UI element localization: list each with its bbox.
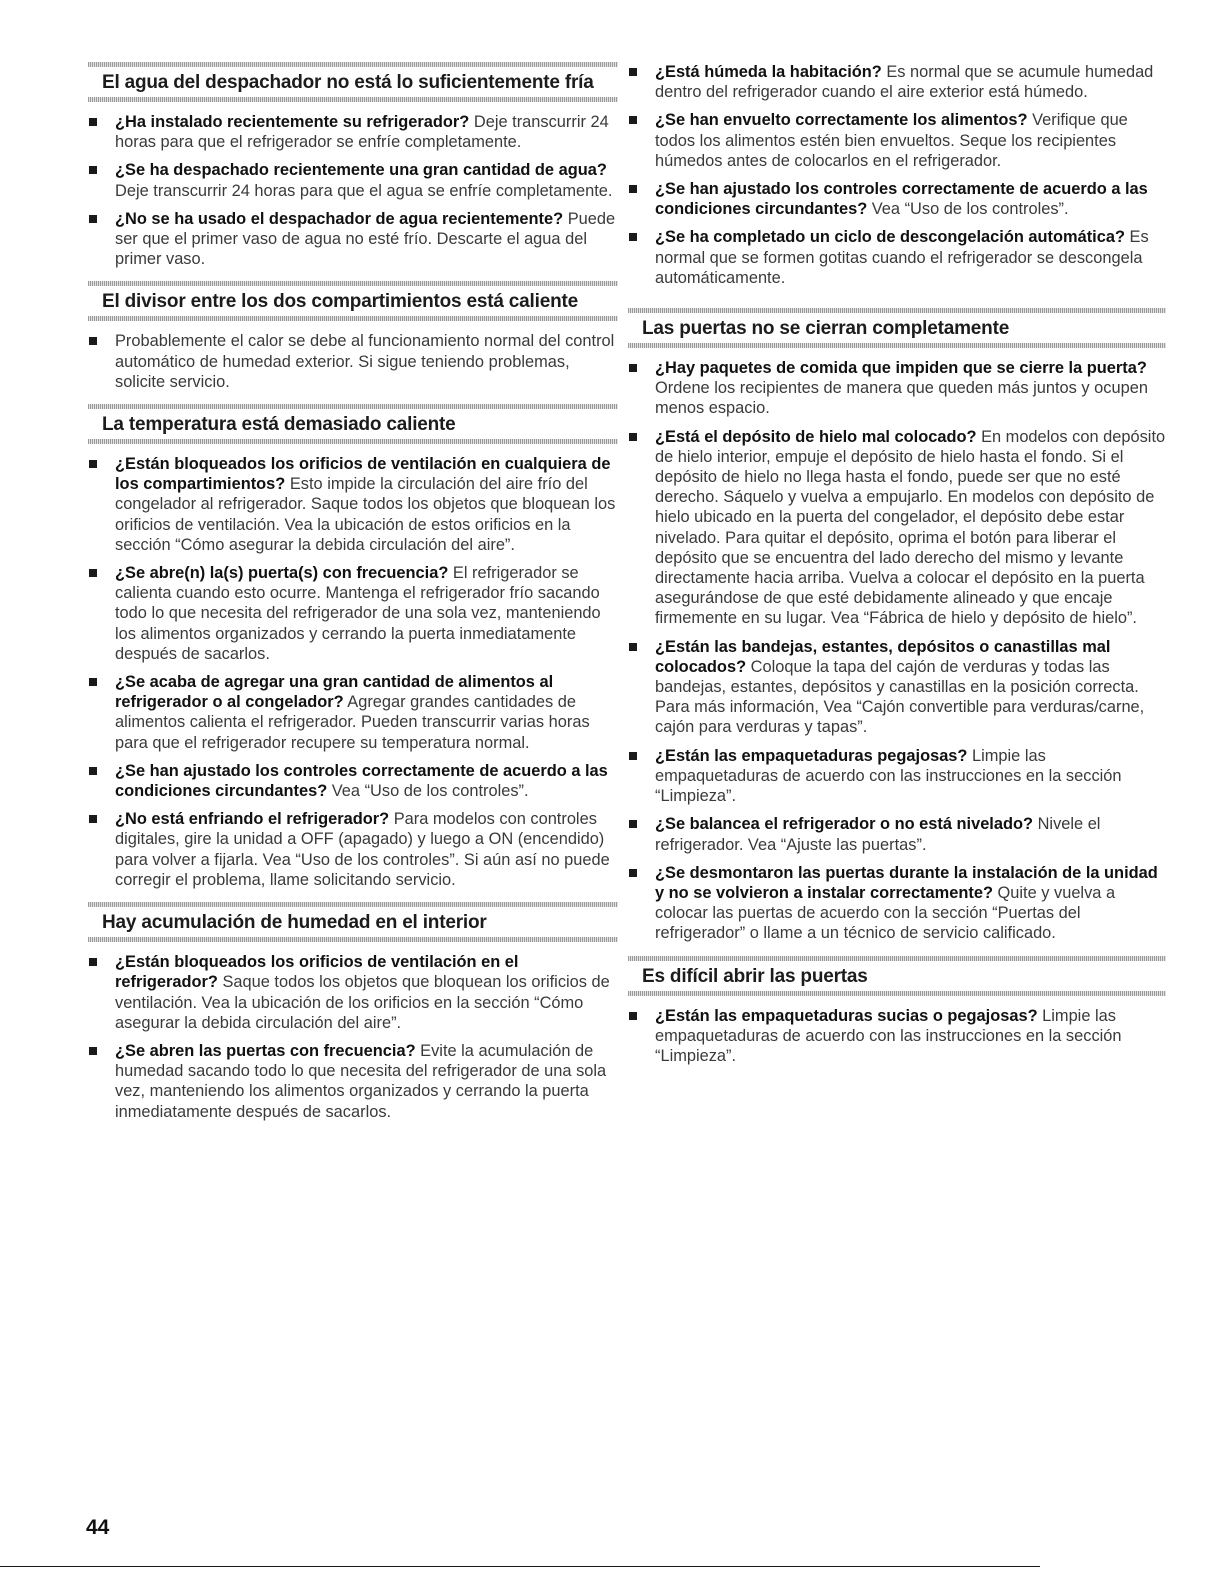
top-dotted-rule	[88, 404, 618, 409]
question-text: ¿No se ha usado el despachador de agua recientemente?	[115, 209, 564, 228]
list-item	[88, 454, 618, 555]
section-header	[88, 62, 618, 102]
bullet-icon	[629, 233, 637, 241]
question-text: ¿Hay paquetes de comida que impiden que se cierre la puerta?	[655, 359, 1147, 378]
list-item	[88, 209, 618, 270]
bullet-icon	[89, 460, 97, 468]
answer-text: Nivele el refrigerador. Vea “Ajuste las puertas”.	[655, 815, 1101, 854]
top-dotted-rule	[628, 956, 1166, 961]
item-list	[88, 952, 618, 1122]
question-text: ¿Están las bandejas, estantes, depósitos o canastillas mal colocados?	[655, 637, 1111, 676]
answer-text: Para modelos con controles digitales, gire la unidad a OFF (apagado) y luego a ON (encendido) para volver a fijarla. Vea “Uso de los controles”. Si aún así no puede corregir el problema, llame solicitando servicio.	[115, 810, 610, 889]
list-item	[628, 62, 1166, 102]
list-item	[628, 358, 1166, 419]
answer-text: El refrigerador se calienta cuando esto ocurre. Mantenga el refrigerador frío sacando todo lo que necesita del refrigerador de una sola vez, manteniendo los alimentos organizados y cerrando la puerta inmediatamente después de sacarlos.	[115, 564, 601, 663]
section-title: La temperatura está demasiado caliente	[102, 414, 456, 436]
answer-text: Es normal que se acumule humedad dentro del refrigerador cuando el aire exterior está húmedo.	[655, 63, 1154, 102]
question-text: ¿No está enfriando el refrigerador?	[115, 810, 390, 829]
list-item	[628, 814, 1166, 854]
section	[628, 956, 1166, 1067]
answer-text: Deje transcurrir 24 horas para que el refrigerador se enfríe completamente.	[115, 113, 609, 152]
question-text: ¿Están las empaquetaduras pegajosas?	[655, 746, 968, 765]
question-text: ¿Están bloqueados los orificios de ventilación en cualquiera de los compartimientos?	[115, 455, 611, 494]
list-item	[628, 110, 1166, 171]
bottom-rule	[0, 1566, 1040, 1567]
answer-text: Probablemente el calor se debe al funcionamiento normal del control automático de humedad exterior. Si sigue teniendo problemas, solicite servicio.	[115, 332, 615, 391]
bullet-icon	[89, 958, 97, 966]
answer-text: Limpie las empaquetaduras de acuerdo con las instrucciones en la sección “Limpieza”.	[655, 1006, 1122, 1065]
section-header	[628, 308, 1166, 348]
bullet-icon	[89, 767, 97, 775]
section-title: Las puertas no se cierran completamente	[642, 318, 1010, 340]
answer-text: Vea “Uso de los controles”.	[331, 782, 529, 801]
bullet-icon	[629, 364, 637, 372]
question-text: ¿Se ha completado un ciclo de descongelación automática?	[655, 228, 1125, 247]
bullet-icon	[89, 166, 97, 174]
section-title: El divisor entre los dos compartimientos está caliente	[102, 291, 578, 313]
answer-text: Ordene los recipientes de manera que queden más juntos y ocupen menos espacio.	[655, 379, 1148, 418]
list-item	[88, 563, 618, 664]
question-text: ¿Se han ajustado los controles correctamente de acuerdo a las condiciones circundantes?	[655, 180, 1148, 219]
answer-text: Puede ser que el primer vaso de agua no esté frío. Descarte el agua del primer vaso.	[115, 209, 616, 269]
bullet-icon	[629, 68, 637, 76]
question-text: ¿Se balancea el refrigerador o no está nivelado?	[655, 815, 1034, 834]
question-text: ¿Está húmeda la habitación?	[655, 63, 882, 81]
answer-text: Esto impide la circulación del aire frío del congelador al refrigerador. Saque todos los objetos que bloquean los orificios de ventilación. Vea la ubicación de estos orificios en la sección “Cómo asegurar la debida circulación del aire”.	[115, 475, 616, 554]
answer-text: Es normal que se formen gotitas cuando el refrigerador se descongela automáticamente.	[655, 228, 1149, 287]
list-item	[628, 746, 1166, 807]
bottom-dotted-rule	[88, 97, 618, 102]
bullet-icon	[629, 433, 637, 441]
section	[88, 902, 618, 1122]
list-item	[628, 227, 1166, 288]
list-item	[628, 179, 1166, 219]
item-list	[628, 358, 1166, 943]
bullet-icon	[629, 752, 637, 760]
answer-text: Vea “Uso de los controles”.	[871, 200, 1069, 219]
top-dotted-rule	[628, 308, 1166, 313]
page-number: 44	[86, 1516, 110, 1539]
bullet-icon	[89, 815, 97, 823]
bottom-dotted-rule	[88, 316, 618, 321]
answer-text: Saque todos los objetos que bloquean los orificios de ventilación. Vea la ubicación de los orificios en la sección “Cómo asegurar la debida circulación del aire”.	[115, 973, 610, 1032]
list-item	[628, 863, 1166, 944]
question-text: ¿Ha instalado recientemente su refrigerador?	[115, 113, 470, 131]
bullet-icon	[89, 569, 97, 577]
question-text: ¿Se ha despachado recientemente una gran cantidad de agua?	[115, 161, 607, 180]
bottom-dotted-rule	[628, 343, 1166, 348]
item-list	[88, 112, 618, 269]
section-title: El agua del despachador no está lo suficientemente fría	[102, 72, 594, 93]
item-list	[628, 1006, 1166, 1067]
question-text: ¿Se acaba de agregar una gran cantidad de alimentos al refrigerador o al congelador?	[115, 673, 554, 712]
question-text: ¿Se abren las puertas con frecuencia?	[115, 1041, 416, 1060]
list-item	[88, 809, 618, 890]
section-title: Hay acumulación de humedad en el interior	[102, 912, 487, 934]
bullet-icon	[629, 820, 637, 828]
list-item	[88, 672, 618, 753]
list-item	[88, 1041, 618, 1122]
question-text: ¿Están bloqueados los orificios de ventilación en el refrigerador?	[115, 953, 519, 992]
question-text: ¿Se han ajustado los controles correctamente de acuerdo a las condiciones circundantes?	[115, 761, 608, 801]
section-header	[88, 404, 618, 444]
list-item	[628, 1006, 1166, 1067]
list-item	[88, 331, 618, 392]
bottom-dotted-rule	[88, 937, 618, 942]
bullet-icon	[629, 643, 637, 651]
section-header	[88, 281, 618, 321]
section	[628, 308, 1166, 943]
item-list	[628, 62, 1166, 288]
section	[88, 404, 618, 890]
answer-text: Evite la acumulación de humedad sacando todo lo que necesita del refrigerador de una sola vez, manteniendo los alimentos organizados y cerrando la puerta inmediatamente después de sacarlos.	[115, 1041, 607, 1121]
section-title: Es difícil abrir las puertas	[642, 965, 868, 987]
answer-text: Verifique que todos los alimentos estén bien envueltos. Seque los recipientes húmedos antes de colocarlos en el refrigerador.	[655, 111, 1128, 170]
question-text: ¿Se abre(n) la(s) puerta(s) con frecuencia?	[115, 564, 449, 583]
answer-text: Agregar grandes cantidades de alimentos calienta el refrigerador. Pueden transcurrir varias horas para que el refrigerador recupere su temperatura normal.	[115, 693, 590, 752]
top-dotted-rule	[88, 62, 618, 67]
top-dotted-rule	[88, 281, 618, 286]
section-header	[628, 956, 1166, 996]
bullet-icon	[89, 215, 97, 223]
bullet-icon	[629, 185, 637, 193]
bullet-icon	[629, 869, 637, 877]
question-text: ¿Se han envuelto correctamente los alimentos?	[655, 111, 1028, 130]
list-item	[88, 160, 618, 200]
left-column	[88, 62, 618, 1134]
answer-text: Quite y vuelva a colocar las puertas de acuerdo con la sección “Puertas del refrigerador” o llame a un técnico de servicio calificado.	[655, 883, 1116, 943]
answer-text: En modelos con depósito de hielo interior, empuje el depósito de hielo hasta el fondo. Si el depósito de hielo no llega hasta el fondo, puede ser que no esté derecho. Sáquelo y vuelva a empujarlo. En modelos con depósito de hielo ubicado en la puerta del congelador, el depósito debe estar nivelado. Para quitar el depósito, oprima el botón para liberar el depósito que se encuentra del lado derecho del mismo y levante directamente hacia arriba. Vuelva a colocar el depósito en la puerta asegurándose de que esté debidamente alineado y que encaje firmemente en su lugar. Vea “Fábrica de hielo y depósito de hielo”.	[655, 427, 1166, 628]
bottom-dotted-rule	[88, 439, 618, 444]
bullet-icon	[629, 116, 637, 124]
list-item	[628, 427, 1166, 629]
answer-text: Deje transcurrir 24 horas para que el agua se enfríe completamente.	[115, 181, 613, 200]
top-dotted-rule	[88, 902, 618, 907]
item-list	[88, 454, 618, 890]
answer-text: Limpie las empaquetaduras de acuerdo con las instrucciones en la sección “Limpieza”.	[655, 746, 1122, 806]
list-item	[88, 952, 618, 1033]
bullet-icon	[89, 337, 97, 345]
bullet-icon	[89, 678, 97, 686]
bullet-icon	[89, 1047, 97, 1055]
bullet-icon	[629, 1012, 637, 1020]
question-text: ¿Están las empaquetaduras sucias o pegajosas?	[655, 1006, 1038, 1025]
list-item	[88, 761, 618, 801]
question-text: ¿Está el depósito de hielo mal colocado?	[655, 427, 977, 446]
list-item	[628, 637, 1166, 738]
answer-text: Coloque la tapa del cajón de verduras y todas las bandejas, estantes, depósitos y canastillas en la posición correcta. Para más información, Vea “Cajón convertible para verduras/carne, cajón para verduras y tapas”.	[655, 657, 1145, 737]
section	[88, 281, 618, 392]
question-text: ¿Se desmontaron las puertas durante la instalación de la unidad y no se volvieron a instalar correctamente?	[655, 863, 1158, 902]
right-column	[628, 62, 1166, 1078]
section	[88, 62, 618, 269]
bottom-dotted-rule	[628, 991, 1166, 996]
bullet-icon	[89, 118, 97, 126]
list-item	[88, 112, 618, 152]
section-header	[88, 902, 618, 942]
item-list	[88, 331, 618, 392]
